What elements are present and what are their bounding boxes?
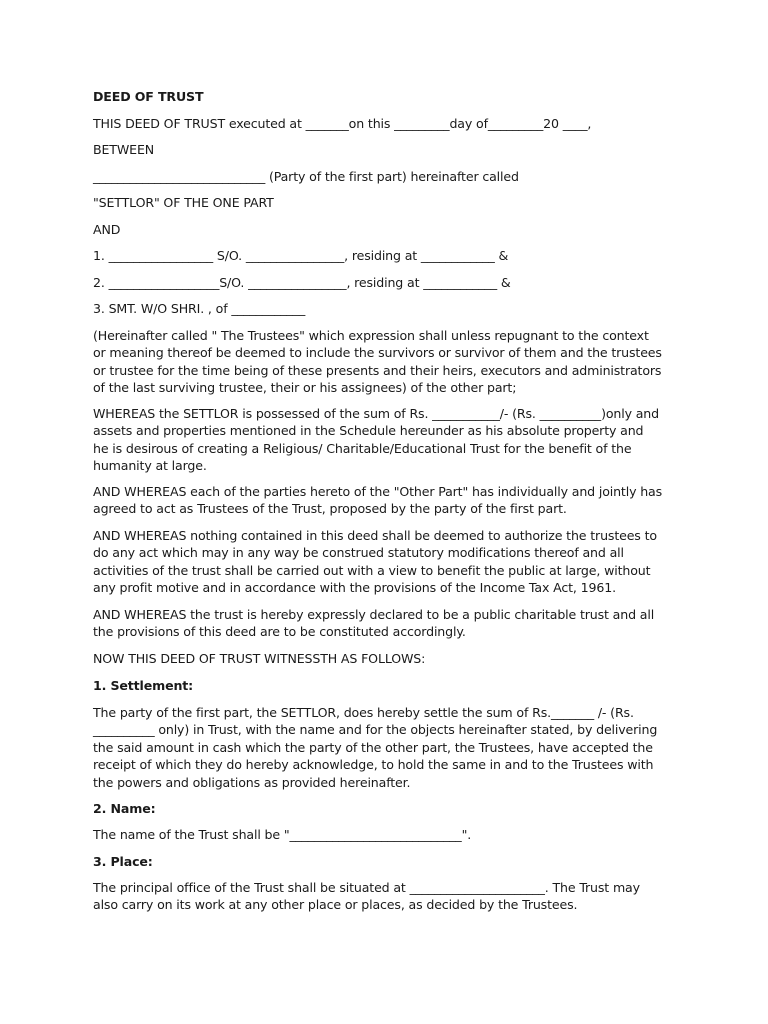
paragraph-line: he is desirous of creating a Religious/ Charitable/Educational Trust for the benefit of the — [93, 440, 632, 456]
paragraph-line: agreed to act as Trustees of the Trust, proposed by the party of the first part. — [93, 501, 567, 517]
paragraph-line: the powers and obligations as provided hereinafter. — [93, 774, 411, 790]
whereas-4-paragraph — [93, 606, 654, 641]
trustee-1-line: 1. _________________ S/O. ________________, residing at ____________ & — [93, 248, 509, 263]
paragraph-line: AND WHEREAS each of the parties hereto of the "Other Part" has individually and jointly has — [93, 484, 663, 499]
paragraph-line: AND WHEREAS nothing contained in this deed shall be deemed to authorize the trustees to — [93, 528, 657, 543]
settlor-line: "SETTLOR" OF THE ONE PART — [93, 195, 274, 210]
and-line: AND — [93, 222, 121, 237]
section-3-heading: 3. Place: — [93, 854, 153, 869]
paragraph-line: or trustee for the time being of these presents and their heirs, executors and administrators — [93, 362, 662, 378]
trustee-3-line: 3. SMT. W/O SHRI. , of ____________ — [93, 301, 306, 316]
paragraph-line: WHEREAS the SETTLOR is possessed of the sum of Rs. ___________/- (Rs. __________)only and — [93, 406, 659, 421]
trustees-definition-paragraph — [93, 327, 662, 397]
whereas-2-paragraph — [93, 483, 662, 518]
whereas-1-paragraph — [93, 405, 659, 475]
section-1-heading: 1. Settlement: — [93, 678, 194, 693]
paragraph-line: The principal office of the Trust shall be situated at ______________________. The Trust may — [93, 880, 640, 895]
section-3-body — [93, 879, 640, 914]
paragraph-line: humanity at large. — [93, 458, 207, 474]
paragraph-line: activities of the trust shall be carried out with a view to benefit the public at large, without — [93, 562, 651, 578]
paragraph-line: AND WHEREAS the trust is hereby expressly declared to be a public charitable trust and all — [93, 607, 655, 622]
section-2-heading: 2. Name: — [93, 801, 156, 816]
section-2-body: The name of the Trust shall be "____________________________". — [93, 827, 472, 842]
paragraph-line: the said amount in cash which the party of the other part, the Trustees, have accepted the — [93, 739, 653, 755]
first-party-line: ____________________________ (Party of the first part) hereinafter called — [93, 169, 519, 184]
section-1-body — [93, 704, 657, 791]
document-title: DEED OF TRUST — [93, 89, 204, 104]
paragraph-line: or meaning thereof be deemed to include the survivors or survivor of them and the trustees — [93, 345, 662, 361]
paragraph-line: any profit motive and in accordance with the provisions of the Income Tax Act, 1961. — [93, 580, 616, 596]
paragraph-line: of the last surviving trustee, their or his assignees) of the other part; — [93, 380, 517, 396]
paragraph-line: The party of the first part, the SETTLOR, does hereby settle the sum of Rs._______ /- (Rs. — [93, 705, 634, 720]
paragraph-line: (Hereinafter called " The Trustees" which expression shall unless repugnant to the context — [93, 328, 649, 343]
paragraph-line: __________ only) in Trust, with the name and for the objects hereinafter stated, by delivering — [93, 722, 658, 738]
paragraph-line: receipt of which they do hereby acknowledge, to hold the same in and to the Trustees with — [93, 757, 654, 773]
paragraph-line: the provisions of this deed are to be constituted accordingly. — [93, 624, 466, 640]
paragraph-line: do any act which may in any way be construed statutory modifications thereof and all — [93, 545, 624, 561]
intro-line: THIS DEED OF TRUST executed at _______on this _________day of_________20 ____, — [93, 116, 592, 131]
paragraph-line: assets and properties mentioned in the Schedule hereunder as his absolute property and — [93, 423, 644, 439]
witnesseth-line: NOW THIS DEED OF TRUST WITNESSTH AS FOLLOWS: — [93, 651, 426, 666]
whereas-3-paragraph — [93, 527, 657, 597]
trustee-2-line: 2. __________________S/O. ________________, residing at ____________ & — [93, 275, 511, 290]
paragraph-line: also carry on its work at any other place or places, as decided by the Trustees. — [93, 897, 578, 913]
between-line: BETWEEN — [93, 142, 155, 157]
